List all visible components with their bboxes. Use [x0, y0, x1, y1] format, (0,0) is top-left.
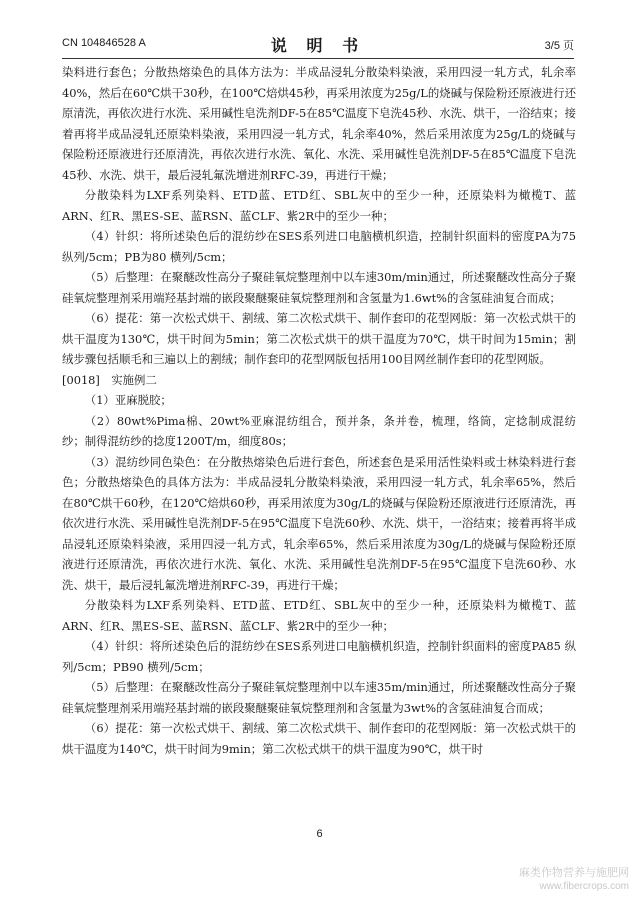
body-paragraph: （1）亚麻脱胶； — [84, 393, 172, 407]
body-paragraph: （5）后整理：在聚醚改性高分子聚硅氧烷整理剂中以车速35m/min通过，所述聚醚改性高分子聚硅氧烷整理剂采用端羟基封端的嵌段聚醚聚硅氧烷整理剂和含氢量为3wt%的含氢硅油复合而成； — [62, 680, 576, 715]
body-paragraph: （3）混纺纱同色染色：在分散热熔染色后进行套色，所述套色是采用活性染料或士林染料进行套色；分散热熔染色的具体方法为：半成品浸轧分散染料染液，采用四浸一轧方式，轧余率65%，然后在80℃烘干60秒，在120℃焙烘60秒，再采用浓度为30g/L的烧碱与保险粉还原液进行还原清洗，再依次进行水洗、采用碱性皂洗剂DF-5在95℃温度下皂洗60秒、水洗、烘干，一浴结束；接着再将半成品浸轧还原染料染液，采用四浸一轧方式，轧余率65%，然后采用浓度为30g/L的烧碱与保险粉还原液进行还原清洗，再依次进行水洗、氧化、水洗、采用碱性皂洗剂DF-5在95℃温度下皂洗60秒、水洗、烘干，最后浸轧氟洗增进剂RFC-39，再进行干燥； — [62, 454, 576, 592]
body-paragraph: （6）提花：第一次松式烘干、割绒、第二次松式烘干、制作套印的花型网版：第一次松式烘干的烘干温度为130℃，烘干时间为5min；第二次松式烘干的烘干温度为70℃，烘干时间为15min；割绒步骤包括顺毛和三遍以上的割绒；制作套印的花型网版包括用100目网丝制作套印的花型网版。 — [62, 311, 576, 366]
body-paragraph: （4）针织：将所述染色后的混纺纱在SES系列进口电脑横机织造，控制针织面料的密度PA85 纵列/5cm；PB90 横列/5cm； — [62, 639, 576, 674]
body-paragraph: （2）80wt%Pima棉、20wt%亚麻混纺组合，预并条，条并卷，梳理，络筒，定捻制成混纺纱；制得混纺纱的捻度1200T/m，细度80s； — [62, 413, 576, 448]
page-number: 6 — [316, 828, 323, 840]
body-paragraph: （5）后整理：在聚醚改性高分子聚硅氧烷整理剂中以车速30m/min通过，所述聚醚改性高分子聚硅氧烷整理剂采用端羟基封端的嵌段聚醚聚硅氧烷整理剂和含氢量为1.6wt%的含氢硅油复合而成； — [62, 270, 576, 305]
page-header — [62, 33, 574, 57]
page-title: 说 明 书 — [270, 36, 366, 55]
watermark-site-name: 麻类作物营养与施肥网 — [519, 867, 629, 879]
page-indicator: 3/5 页 — [544, 40, 574, 52]
document-body — [62, 62, 576, 759]
site-watermark — [519, 867, 629, 893]
body-paragraph: 分散染料为LXF系列染料、ETD蓝、ETD红、SBL灰中的至少一种，还原染料为橄榄T、蓝ARN、红R、黑ES-SE、蓝RSN、蓝CLF、紫2R中的至少一种； — [62, 598, 576, 633]
watermark-url: www.fibercrops.com — [539, 881, 629, 892]
body-paragraph: （6）提花：第一次松式烘干、割绒、第二次松式烘干、制作套印的花型网版：第一次松式烘干的烘干温度为140℃，烘干时间为9min；第二次松式烘干的烘干温度为90℃，烘干时 — [62, 721, 576, 756]
header-divider — [62, 58, 574, 59]
body-paragraph: （4）针织：将所述染色后的混纺纱在SES系列进口电脑横机织造，控制针织面料的密度PA为75 纵列/5cm；PB为80 横列/5cm； — [62, 229, 576, 264]
patent-number: CN 104846528 A — [62, 37, 146, 49]
body-paragraph: 染料进行套色；分散热熔染色的具体方法为：半成品浸轧分散染料染液，采用四浸一轧方式，轧余率40%，然后在60℃烘干30秒，在100℃焙烘45秒，再采用浓度为25g/L的烧碱与保险粉还原液进行还原清洗，再依次进行水洗、采用碱性皂洗剂DF-5在85℃温度下皂洗45秒、水洗、烘干，一浴结束；接着再将半成品浸轧还原染料染液，采用四浸一轧方式，轧余率40%，然后采用浓度为25g/L的烧碱与保险粉还原液进行还原清洗，再依次进行水洗、氧化、水洗、采用碱性皂洗剂DF-5在85℃温度下皂洗45秒、水洗、烘干，最后浸轧氟洗增进剂RFC-39，再进行干燥； — [62, 65, 576, 182]
body-paragraph: 分散染料为LXF系列染料、ETD蓝、ETD红、SBL灰中的至少一种，还原染料为橄榄T、蓝ARN、红R、黑ES-SE、蓝RSN、蓝CLF、紫2R中的至少一种； — [62, 188, 576, 223]
section-heading: [0018] 实施例二 — [62, 372, 157, 387]
